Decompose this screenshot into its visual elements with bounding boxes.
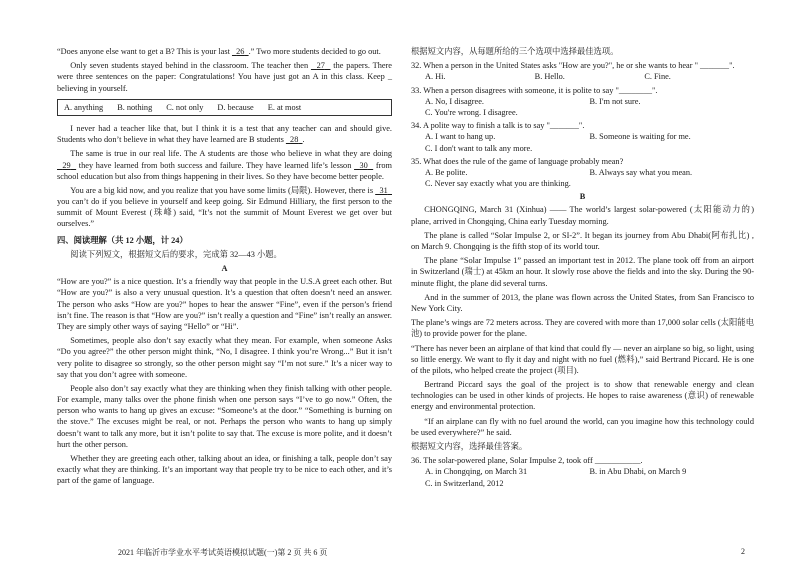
passage-a-heading: A <box>221 264 228 273</box>
q36-option-a: A. in Chongqing, on March 31 <box>425 467 528 477</box>
passage-a-paragraph-4: Whether they are greeting each other, talking about an idea, or finishing a talk, people don’t say exactly what they are thinking. It’s an important way that people try to be nice to each other, and it’s part of the game of language. <box>57 454 392 486</box>
q33-option-b: B. I'm not sure. <box>589 96 641 106</box>
question-32: 32. When a person in the United States asks "How are you?", he or she wants to hear " _______". <box>411 61 735 71</box>
cloze-paragraph-5: You are a big kid now, and you realize that you have some limits (局限). However, there is 31 you can’t do if you believe in yourself and keep going. Sir Edmund Hilliary, the first person to the summit of Mount Everest (珠峰) said, “It’s not the summit of Mount Everest we get over but ourselves.” <box>57 185 392 229</box>
section-title: 四、阅读理解（共 12 小题，计 24） <box>57 235 188 245</box>
q35-option-b: B. Always say what you mean. <box>589 167 693 177</box>
passage-b-paragraph-4: And in the summer of 2013, the plane was flown across the United States, from San Francisco to New York City. <box>411 292 754 313</box>
q35-option-c: C. Never say exactly what you are thinking. <box>425 179 571 189</box>
q36-option-c: C. in Switzerland, 2012 <box>425 478 504 488</box>
question-32-options <box>425 71 754 82</box>
q32-option-a: A. Hi. <box>425 72 446 82</box>
q32-option-c: C. Fine. <box>644 72 671 82</box>
option-c: C. not only <box>166 102 204 112</box>
q36-option-b: B. in Abu Dhabi, on March 9 <box>589 467 687 477</box>
passage-b-paragraph-5: The plane’s wings are 72 meters across. They are covered with more than 17,000 solar cells (太阳能电池) to provide power for the plane. <box>411 318 754 339</box>
left-column <box>57 46 392 490</box>
q34-option-a: A. I want to hang up. <box>425 132 496 142</box>
question-36: 36. The solar-powered plane, Solar Impulse 2, took off ___________. <box>411 456 643 466</box>
questions-instruction: 根据短文内容，从每题所给的三个选项中选择最佳选项。 <box>411 47 619 56</box>
q33-option-a: A. No, I disagree. <box>425 96 484 106</box>
passage-a-paragraph-3: People also don’t say exactly what they are thinking when they finish talking with other people. For example, many talks over the phone finish when one person says “I’ve to go now.” Often, the person who wants to hang up gives an excuse: “Someone’s at the door.” “Something is burning on the stove.” The excuses might be real, or not. Perhaps the person who wants to hang up simply doesn’t want to talk any more, but it isn’t polite to say that. The excuse is more polite, and it doesn’t hurt the other person. <box>57 383 392 449</box>
passage-b-paragraph-1: CHONGQING, March 31 (Xinhua) —— The world’s largest solar-powered (太阳能动力的) plane, arrived in Chongqing, China early Tuesday morning. <box>411 205 754 226</box>
right-column <box>411 46 754 489</box>
blank-26: 26 <box>236 47 245 56</box>
cloze-paragraph-2: Only seven students stayed behind in the classroom. The teacher then 27 the papers. There were three sentences on the paper: Congratulations! You have just got an A in this class. Keep _ believing in yourself. <box>57 61 392 93</box>
cloze-options-box <box>57 99 392 116</box>
passage-a-paragraph-1: “How are you?” is a nice question. It’s a friendly way that people in the U.S.A greet each other. But “How are you?” is also a very unusual question. It’s a question that often doesn’t need an answer. The person who asks “How are you?” hopes to hear the answer “Fine”, even if the person’s friend isn’t fine. The reason is that “How are you?” isn’t really a question and “Fine” isn’t really an answer. They are simply other ways of saying “Hello” or “Hi”. <box>57 277 392 331</box>
blank-27: 27 <box>316 61 325 71</box>
option-b: B. nothing <box>117 102 153 112</box>
section-instruction: 阅读下列短文，根据短文后的要求，完成第 32—43 小题。 <box>70 249 282 259</box>
page-number: 2 <box>741 547 745 556</box>
passage-b-paragraph-7: Bertrand Piccard says the goal of the project is to show that renewable energy and clean technologies can be used in other kinds of projects. He hopes to raise awareness (意识) of renewable energy and environmental protection. <box>411 380 754 412</box>
question-35-options <box>425 167 754 178</box>
option-d: D. because <box>217 102 254 112</box>
question-36-options <box>425 466 754 477</box>
passage-b-paragraph-3: The plane “Solar Impulse 1” passed an important test in 2012. The plane took off from an airport in Switzerland (瑞士) at 45km an hour. It slowly rose above the fields and into the sky. During the 90-minute flight, the plane did several turns. <box>411 256 754 288</box>
q35-option-a: A. Be polite. <box>425 167 468 177</box>
passage-b-paragraph-8: “If an airplane can fly with no fuel around the world, can you imagine how this technology could be used everywhere?” he said. <box>411 416 754 437</box>
question-33-options <box>425 96 754 107</box>
passage-a-paragraph-2: Sometimes, people also don’t say exactly what they mean. For example, when someone Asks “Do you agree?” the other person might think, “No, I disagree. I think you’re Wrong...” But it isn’t very polite to disagree so strongly, so the other person might say “I’m not sure.” It’s a nicer way to say that you don’t agree with someone. <box>57 336 392 379</box>
passage-b-heading: B <box>579 192 586 202</box>
blank-30: 30 <box>359 160 368 170</box>
q33-option-c: C. You're wrong. I disagree. <box>425 107 518 117</box>
question-34: 34. A polite way to finish a talk is to say "_______". <box>411 121 585 131</box>
cloze-paragraph-1: “Does anyone else want to get a B? This is your last 26 .” Two more students decided to go out. <box>57 47 381 56</box>
question-35: 35. What does the rule of the game of language probably mean? <box>411 156 624 166</box>
q34-option-c: C. I don't want to talk any more. <box>425 143 533 153</box>
cloze-paragraph-3: I never had a teacher like that, but I think it is a test that any teacher can and should give. Students who don’t believe in what they have learned are B students 28 . <box>57 123 392 145</box>
blank-31: 31 <box>379 185 388 195</box>
blank-28: 28 <box>290 135 299 145</box>
passage-b-paragraph-6: “There has never been an airplane of that kind that could fly — never an airplane so big, so light, using so little energy. We want to fly it day and night with no fuel (燃料),” said Bertrand Piccard. He is one of the pilots, who helped create the project (项目). <box>411 343 754 375</box>
option-a: A. anything <box>64 102 104 112</box>
blank-29: 29 <box>62 160 71 170</box>
page-footer: 2021 年临沂市学业水平考试英语模拟试题(一)第 2 页 共 6 页 <box>118 548 328 557</box>
question-34-options <box>425 131 754 142</box>
passage-b-paragraph-2: The plane is called “Solar Impulse 2, or SI-2”. It began its journey from Abu Dhabi(阿布扎比) , on March 9. Chongqing is the fifth stop of its world tour. <box>411 230 754 251</box>
question-33: 33. When a person disagrees with someone, it is polite to say "________". <box>411 85 658 95</box>
q32-option-b: B. Hello. <box>534 72 565 82</box>
cloze-paragraph-4: The same is true in our real life. The A students are those who believe in what they are doing 29 they have learned from both success and failure. They have learned life’s lesson 30 from school education but also from things happening in their lives. So they have become better people. <box>57 149 392 181</box>
option-e: E. at most <box>267 102 302 112</box>
q34-option-b: B. Someone is waiting for me. <box>589 132 691 142</box>
questions-instruction-2: 根据短文内容，选择最佳答案。 <box>411 442 528 451</box>
